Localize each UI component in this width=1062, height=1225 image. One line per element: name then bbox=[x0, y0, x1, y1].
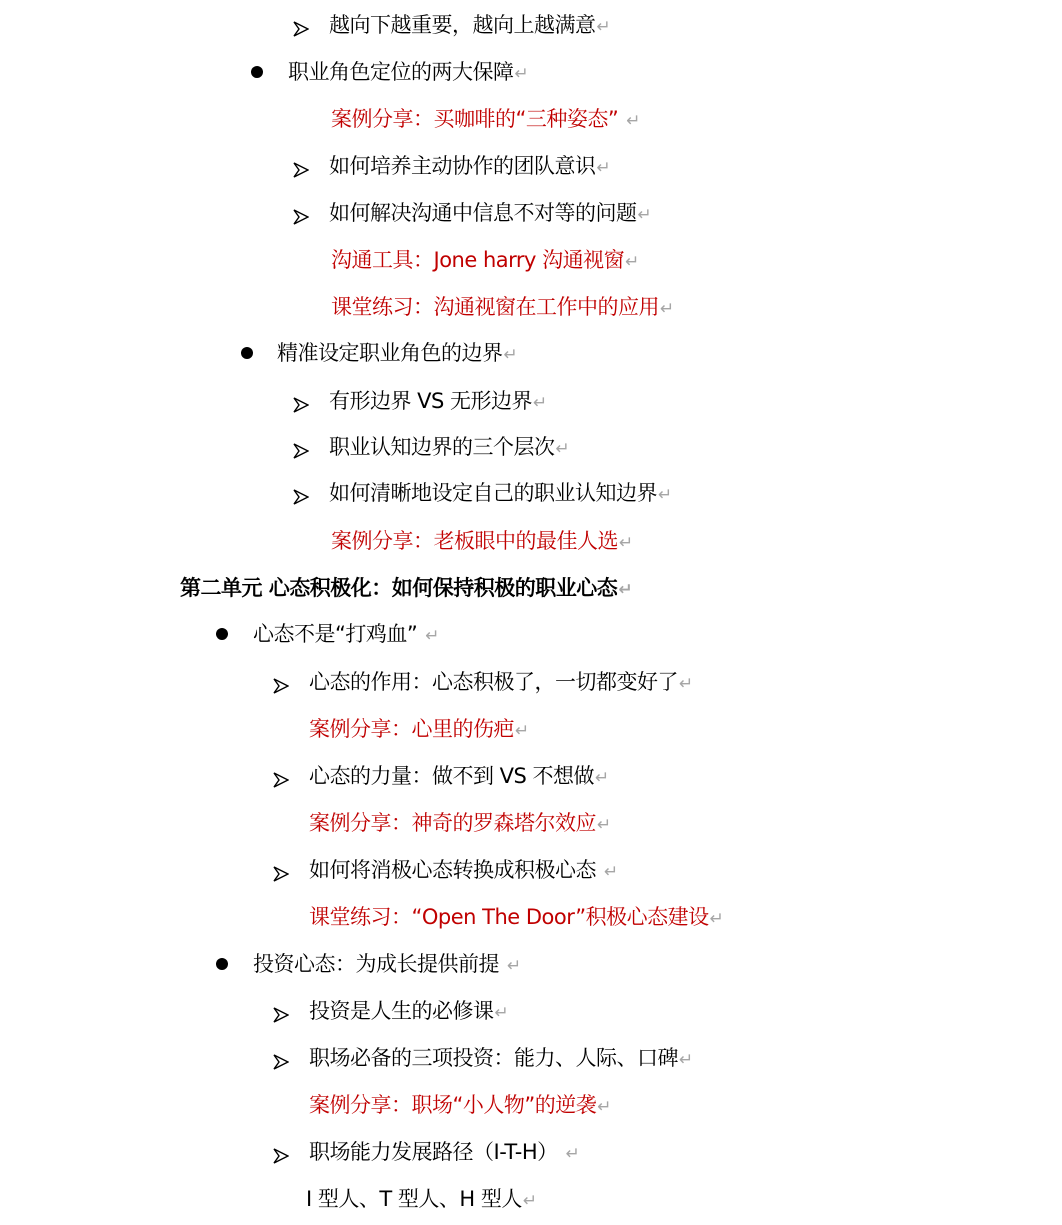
paragraph-mark-icon: ↵ bbox=[425, 626, 440, 646]
item-text: 案例分享：老板眼中的最佳人选↵ bbox=[331, 529, 633, 553]
arrow-bullet-icon bbox=[293, 17, 309, 33]
item-text: 精准设定职业角色的边界↵ bbox=[277, 341, 518, 365]
item-text: 投资心态：为成长提供前提 ↵ bbox=[253, 952, 521, 976]
dot-bullet-icon bbox=[216, 628, 228, 640]
paragraph-mark-icon: ↵ bbox=[597, 1097, 612, 1117]
paragraph-mark-icon: ↵ bbox=[679, 674, 693, 694]
item-text: 职场能力发展路径（I-T-H） ↵ bbox=[309, 1140, 580, 1164]
item-text: 案例分享：买咖啡的“三种姿态” ↵ bbox=[331, 107, 641, 131]
paragraph-mark-icon: ↵ bbox=[619, 533, 633, 553]
arrow-bullet-icon bbox=[273, 862, 289, 878]
item-text: 职业角色定位的两大保障↵ bbox=[288, 60, 529, 84]
item-text: 如何将消极心态转换成积极心态 ↵ bbox=[309, 858, 618, 882]
item-text: 第二单元 心态积极化：如何保持积极的职业心态↵ bbox=[180, 576, 633, 600]
paragraph-mark-icon: ↵ bbox=[679, 1050, 693, 1070]
paragraph-mark-icon: ↵ bbox=[565, 1144, 580, 1164]
arrow-bullet-icon bbox=[293, 393, 309, 409]
paragraph-mark-icon: ↵ bbox=[626, 111, 641, 131]
paragraph-mark-icon: ↵ bbox=[625, 252, 639, 272]
paragraph-mark-icon: ↵ bbox=[533, 393, 547, 413]
item-text: 课堂练习：沟通视窗在工作中的应用↵ bbox=[331, 295, 674, 319]
arrow-bullet-icon bbox=[293, 158, 309, 174]
paragraph-mark-icon: ↵ bbox=[618, 580, 633, 600]
dot-bullet-icon bbox=[216, 958, 228, 970]
item-text: I 型人、T 型人、H 型人↵ bbox=[306, 1187, 537, 1211]
arrow-bullet-icon bbox=[273, 674, 289, 690]
paragraph-mark-icon: ↵ bbox=[507, 956, 521, 976]
paragraph-mark-icon: ↵ bbox=[514, 64, 529, 84]
item-text: 心态的作用：心态积极了，一切都变好了↵ bbox=[309, 670, 693, 694]
dot-bullet-icon bbox=[241, 347, 253, 359]
arrow-bullet-icon bbox=[273, 768, 289, 784]
paragraph-mark-icon: ↵ bbox=[503, 345, 518, 365]
paragraph-mark-icon: ↵ bbox=[494, 1003, 509, 1023]
paragraph-mark-icon: ↵ bbox=[522, 1191, 537, 1211]
item-text: 职业认知边界的三个层次↵ bbox=[329, 435, 570, 459]
arrow-bullet-icon bbox=[273, 1050, 289, 1066]
paragraph-mark-icon: ↵ bbox=[604, 862, 618, 882]
arrow-bullet-icon bbox=[293, 485, 309, 501]
item-text: 课堂练习：“Open The Door”积极心态建设↵ bbox=[309, 905, 724, 929]
item-text: 案例分享：神奇的罗森塔尔效应↵ bbox=[309, 811, 611, 835]
paragraph-mark-icon: ↵ bbox=[660, 299, 674, 319]
paragraph-mark-icon: ↵ bbox=[596, 17, 611, 37]
paragraph-mark-icon: ↵ bbox=[555, 439, 570, 459]
item-text: 职场必备的三项投资：能力、人际、口碑↵ bbox=[309, 1046, 693, 1070]
arrow-bullet-icon bbox=[293, 205, 309, 221]
paragraph-mark-icon: ↵ bbox=[658, 485, 672, 505]
item-text: 案例分享：职场“小人物”的逆袭↵ bbox=[309, 1093, 612, 1117]
arrow-bullet-icon bbox=[293, 439, 309, 455]
item-text: 沟通工具：Jone harry 沟通视窗↵ bbox=[331, 248, 639, 272]
item-text: 越向下越重要，越向上越满意↵ bbox=[329, 13, 611, 37]
item-text: 有形边界 VS 无形边界↵ bbox=[329, 389, 547, 413]
item-text: 心态不是“打鸡血” ↵ bbox=[253, 622, 440, 646]
dot-bullet-icon bbox=[251, 66, 263, 78]
arrow-bullet-icon bbox=[273, 1144, 289, 1160]
paragraph-mark-icon: ↵ bbox=[595, 768, 609, 788]
paragraph-mark-icon: ↵ bbox=[637, 205, 652, 225]
item-text: 如何清晰地设定自己的职业认知边界↵ bbox=[329, 481, 672, 505]
item-text: 心态的力量：做不到 VS 不想做↵ bbox=[309, 764, 609, 788]
paragraph-mark-icon: ↵ bbox=[709, 909, 724, 929]
item-text: 投资是人生的必修课↵ bbox=[309, 999, 509, 1023]
paragraph-mark-icon: ↵ bbox=[597, 815, 611, 835]
paragraph-mark-icon: ↵ bbox=[515, 721, 529, 741]
item-text: 如何解决沟通中信息不对等的问题↵ bbox=[329, 201, 652, 225]
item-text: 如何培养主动协作的团队意识↵ bbox=[329, 154, 611, 178]
item-text: 案例分享：心里的伤疤↵ bbox=[309, 717, 529, 741]
arrow-bullet-icon bbox=[273, 1003, 289, 1019]
paragraph-mark-icon: ↵ bbox=[596, 158, 611, 178]
